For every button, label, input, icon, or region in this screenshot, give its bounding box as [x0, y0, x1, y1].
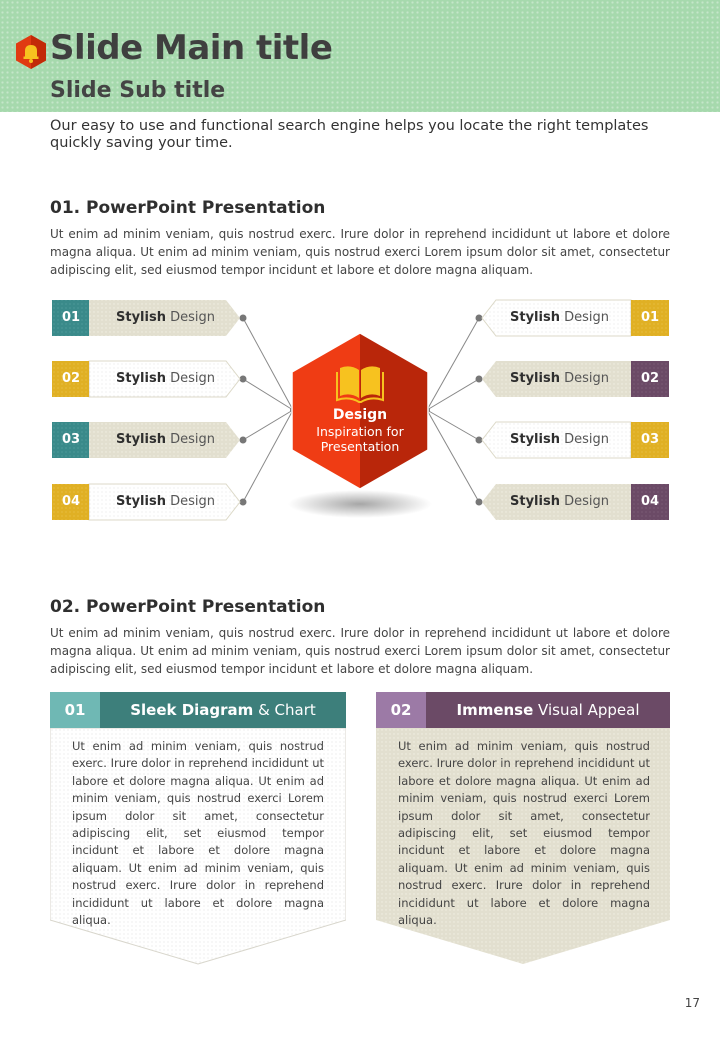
card-sleek-diagram [50, 692, 346, 966]
left-item-label-01: Stylish Design [116, 310, 215, 325]
right-item-label-01: Stylish Design [510, 310, 609, 325]
design-diagram [0, 290, 720, 550]
card-body: Ut enim ad minim veniam, quis nostrud exerc. Irure dolor in reprehend incididunt ut labore et dolore magna aliqua. Ut enim ad minim veniam, quis nostrud exerci Lorem ipsum dolor sit amet, consectetur adipiscing elit, set eiusmod tempor incidunt et labore et dolore magna aliquam. Ut enim ad minim veniam, quis nostrud exerc. Irure dolor in reprehend incididunt ut labore et dolore magna aliqua. [72, 739, 324, 928]
page-number: 17 [684, 996, 700, 1010]
card-number: 02 [390, 701, 412, 719]
card-title: Immense Visual Appeal [456, 701, 640, 719]
left-item-num-02: 02 [61, 371, 81, 386]
bell-hexagon-icon [14, 34, 48, 70]
intro-text: Our easy to use and functional search engine helps you locate the right templates quickly saving your time. [50, 118, 649, 151]
left-item-num-01: 01 [61, 310, 81, 325]
left-item-num-03: 03 [61, 432, 81, 447]
card-title: Sleek Diagram & Chart [130, 701, 316, 719]
section1-body: Ut enim ad minim veniam, quis nostrud exerc. Irure dolor in reprehend incididunt ut labore et dolore magna aliqua. Ut enim ad minim veniam, quis nostrud exerci Lorem ipsum dolor sit amet, consectetur adipiscing elit, sed eiusmod tempor incidunt et labore et dolore magna aliquam. [50, 227, 670, 277]
left-item-label-04: Stylish Design [116, 494, 215, 509]
card-number: 01 [64, 701, 86, 719]
center-title: Design [332, 407, 388, 423]
center-line2: Presentation [320, 439, 400, 454]
left-item-num-04: 04 [61, 494, 81, 509]
section1-title: 01. PowerPoint Presentation [50, 198, 326, 218]
right-item-num-02: 02 [640, 371, 660, 386]
section2-title: 02. PowerPoint Presentation [50, 597, 326, 617]
header-band [0, 0, 720, 112]
right-item-num-04: 04 [640, 494, 660, 509]
card-immense-visual [376, 692, 670, 966]
right-item-label-04: Stylish Design [510, 494, 609, 509]
left-item-label-02: Stylish Design [116, 371, 215, 386]
card-body: Ut enim ad minim veniam, quis nostrud exerc. Irure dolor in reprehend incididunt ut labore et dolore magna aliqua. Ut enim ad minim veniam, quis nostrud exerci Lorem ipsum dolor sit amet, consectetur adipiscing elit, set eiusmod tempor incidunt et labore et dolore magna aliquam. Ut enim ad minim veniam, quis nostrud exerc. Irure dolor in reprehend incididunt ut labore et dolore magna aliqua. [398, 739, 650, 928]
right-item-label-03: Stylish Design [510, 432, 609, 447]
section2-body: Ut enim ad minim veniam, quis nostrud exerc. Irure dolor in reprehend incididunt ut labore et dolore magna aliqua. Ut enim ad minim veniam, quis nostrud exerci Lorem ipsum dolor sit amet, consectetur adipiscing elit, sed eiusmod tempor incidunt et labore et dolore magna aliquam. [50, 626, 670, 676]
right-item-label-02: Stylish Design [510, 371, 609, 386]
page-title: Slide Main title [50, 28, 333, 68]
right-item-num-01: 01 [640, 310, 660, 325]
right-item-num-03: 03 [640, 432, 660, 447]
left-item-label-03: Stylish Design [116, 432, 215, 447]
center-line1: Inspiration for [316, 424, 404, 439]
page-subtitle: Slide Sub title [50, 78, 226, 103]
